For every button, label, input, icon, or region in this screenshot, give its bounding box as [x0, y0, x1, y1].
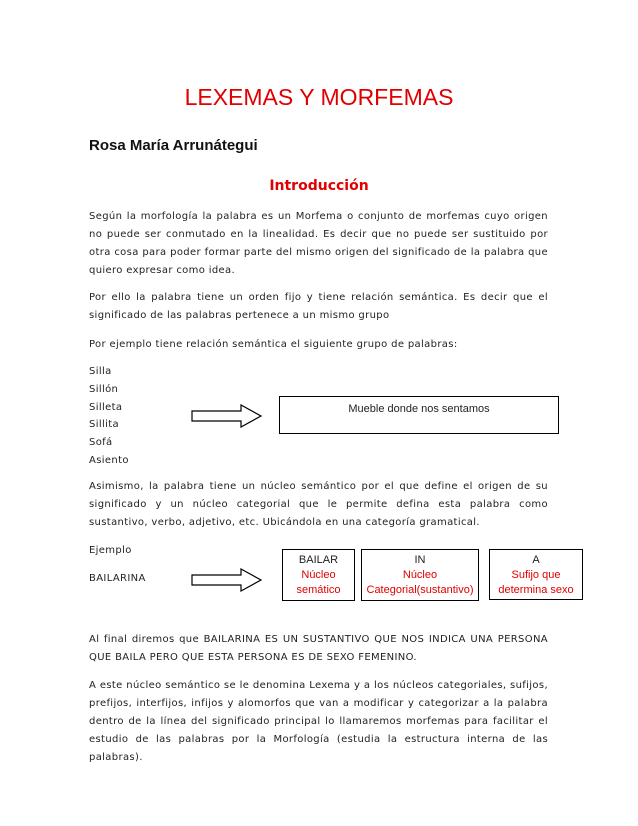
box-desc: Núcleo [402, 569, 438, 581]
box-desc: Categorial(sustantivo) [366, 584, 474, 596]
box-desc: semático [296, 584, 341, 596]
paragraph-example-intro: Por ejemplo tiene relación semántica el siguiente grupo de palabras: [89, 339, 458, 350]
list-item: Sofá [89, 437, 113, 448]
right-arrow-icon [191, 568, 263, 592]
list-item: Asiento [89, 455, 129, 466]
meaning-box: Mueble donde nos sentamos [279, 396, 559, 434]
lexeme-box [282, 549, 355, 601]
box-part: A [532, 554, 540, 566]
box-part: BAILAR [298, 554, 339, 566]
list-item: Silleta [89, 402, 123, 413]
box-part: IN [414, 554, 426, 566]
example-word: BAILARINA [89, 573, 146, 584]
example-label: Ejemplo [89, 545, 132, 556]
list-item: Sillón [89, 384, 119, 395]
document-title: LEXEMAS Y MORFEMAS [184, 84, 454, 110]
paragraph-intro: Según la morfología la palabra es un Morfema o conjunto de morfemas cuyo origen no puede ser conmutado en la linealidad. Es decir que no puede ser sustituido por otra cosa para poder formar parte del mismo origen del significado de la palabra que quiero expresar como idea. [89, 211, 548, 276]
author-name: Rosa María Arrunátegui [89, 137, 258, 154]
infix-box [361, 549, 479, 601]
paragraph-lexeme-definition: A este núcleo semántico se le denomina Lexema y a los núcleos categoriales, sufijos, prefijos, interfijos, infijos y alomorfos que van a modificar y categorizar a la palabra dentro de la línea del significado principal lo llamaremos morfemas para facilitar el estudio de las palabras por la Morfología (estudia la estructura interna de las palabras). [89, 680, 548, 763]
box-desc: determina sexo [498, 584, 574, 596]
box-desc: Núcleo [301, 569, 336, 581]
paragraph-semantic-nucleus: Asimismo, la palabra tiene un núcleo semántico por el que define el origen de su significado y un núcleo categorial que le permite defina esta palabra como sustantivo, verbo, adjetivo, etc. Ubicándola en una categoría gramatical. [89, 481, 548, 528]
paragraph-order: Por ello la palabra tiene un orden fijo y tiene relación semántica. Es decir que el significado de las palabras pertenece a un mismo grupo [89, 292, 548, 321]
box-desc: Sufijo que [511, 569, 561, 581]
paragraph-conclusion: Al final diremos que BAILARINA ES UN SUSTANTIVO QUE NOS INDICA UNA PERSONA QUE BAILA PERO QUE ESTA PERSONA ES DE SEXO FEMENINO. [89, 634, 548, 663]
section-heading: Introducción [269, 178, 369, 194]
right-arrow-icon [191, 404, 263, 428]
suffix-box [489, 549, 583, 600]
list-item: Sillita [89, 419, 119, 430]
list-item: Silla [89, 366, 112, 377]
